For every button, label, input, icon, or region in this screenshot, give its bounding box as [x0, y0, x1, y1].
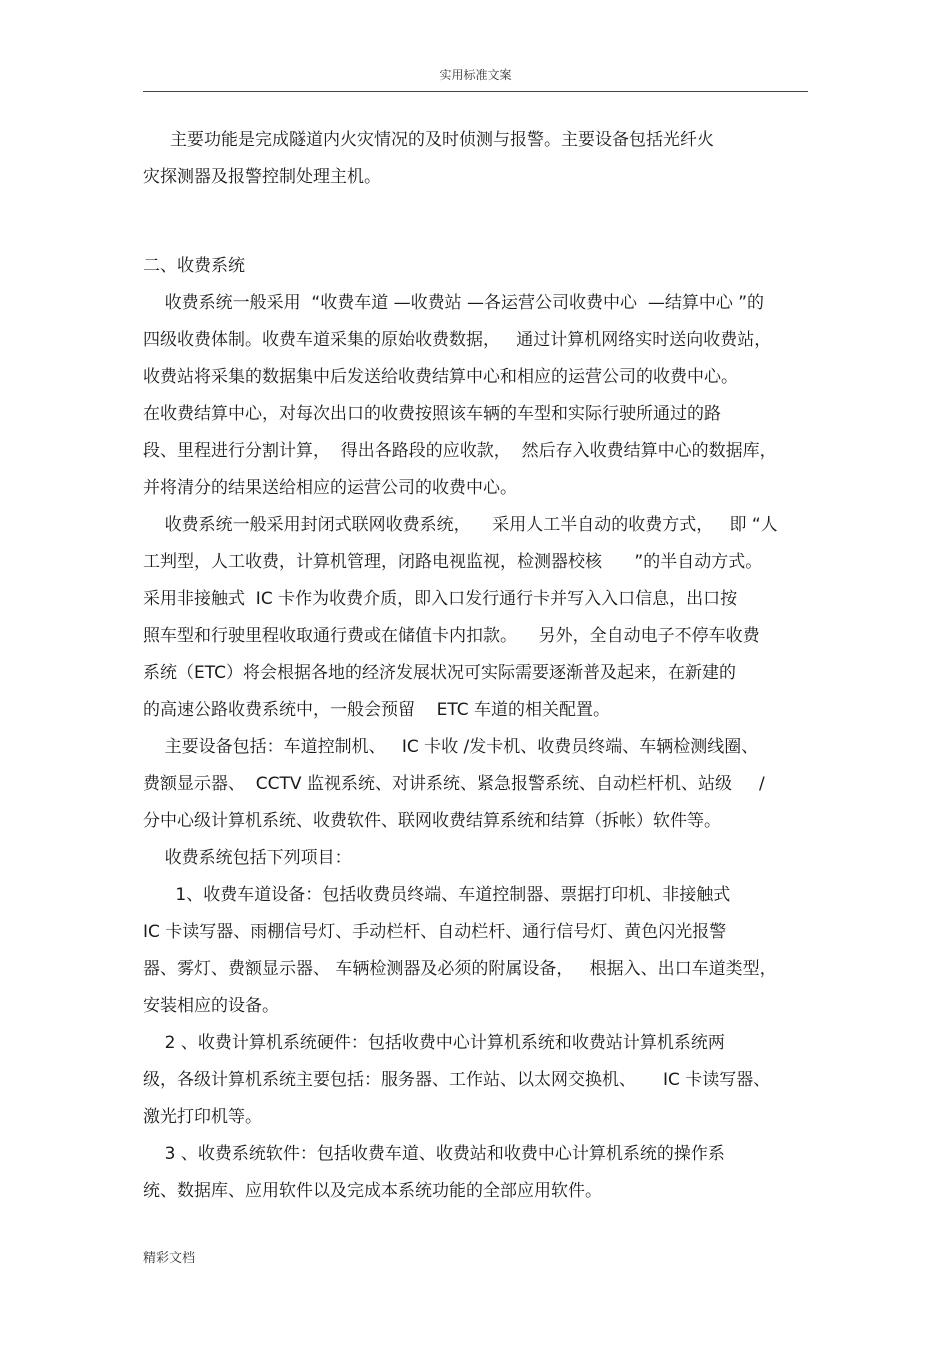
paragraph-line: 1、收费车道设备：包括收费员终端、车道控制器、票据打印机、非接触式: [143, 885, 731, 905]
paragraph-line: IC 卡读写器、雨棚信号灯、手动栏杆、自动栏杆、通行信号灯、黄色闪光报警: [143, 922, 727, 942]
paragraph-line: 分中心级计算机系统、收费软件、联网收费结算系统和结算（拆帐）软件等。: [143, 811, 721, 831]
paragraph-line: 系统（ETC）将会根据各地的经济发展状况可实际需要逐渐普及起来，在新建的: [143, 663, 736, 683]
section-gap: [143, 200, 813, 252]
paragraph-line: 器、雾灯、费额显示器、 车辆检测器及必须的附属设备， 根据入、出口车道类型，: [143, 959, 777, 979]
header-divider: [143, 91, 808, 92]
paragraph-line: 主要设备包括：车道控制机、 IC 卡收 /发卡机、收费员终端、车辆检测线圈、: [143, 737, 759, 757]
page-footer: 精彩文档: [143, 1251, 196, 1266]
paragraph-line: 工判型，人工收费，计算机管理，闭路电视监视，检测器校核 ”的半自动方式。: [143, 552, 763, 572]
paragraph-line: 收费系统包括下列项目：: [143, 848, 352, 868]
paragraph-line: 采用非接触式 IC 卡作为收费介质，即入口发行通行卡并写入入口信息，出口按: [143, 589, 738, 609]
paragraph-line: 统、数据库、应用软件以及完成本系统功能的全部应用软件。: [143, 1181, 602, 1201]
document-body: [143, 126, 813, 1214]
paragraph-line: 安装相应的设备。: [143, 996, 279, 1016]
paragraph-line: 3 、收费系统软件：包括收费车道、收费站和收费中心计算机系统的操作系: [143, 1144, 725, 1164]
paragraph-line: 照车型和行驶里程收取通行费或在储值卡内扣款。 另外，全自动电子不停车收费: [143, 626, 760, 646]
paragraph-line: 级，各级计算机系统主要包括：服务器、工作站、以太网交换机、 IC 卡读写器、: [143, 1070, 771, 1090]
paragraph-line: 段、里程进行分割计算， 得出各路段的应收款， 然后存入收费结算中心的数据库，: [143, 441, 777, 461]
paragraph-line: 费额显示器、 CCTV 监视系统、对讲系统、紧急报警系统、自动栏杆机、站级 /: [143, 774, 765, 794]
paragraph-line: 收费系统一般采用 “收费车道 —收费站 —各运营公司收费中心 —结算中心 ”的: [143, 293, 765, 313]
paragraph-line: 四级收费体制。收费车道采集的原始收费数据， 通过计算机网络实时送向收费站，: [143, 330, 772, 350]
section-heading: 二、收费系统: [143, 256, 245, 276]
paragraph-line: 的高速公路收费系统中，一般会预留 ETC 车道的相关配置。: [143, 700, 611, 720]
paragraph-line: 收费站将采集的数据集中后发送给收费结算中心和相应的运营公司的收费中心。: [143, 367, 738, 387]
paragraph-line: 激光打印机等。: [143, 1107, 262, 1127]
paragraph-line: 2 、收费计算机系统硬件：包括收费中心计算机系统和收费站计算机系统两: [143, 1033, 725, 1053]
paragraph-line: 收费系统一般采用封闭式联网收费系统， 采用人工半自动的收费方式， 即 “人: [143, 515, 778, 535]
paragraph-line: 灾探测器及报警控制处理主机。: [143, 167, 381, 187]
paragraph-line: 在收费结算中心，对每次出口的收费按照该车辆的车型和实际行驶所通过的路: [143, 404, 721, 424]
page-header: 实用标准文案: [439, 68, 512, 82]
paragraph-line: 主要功能是完成隧道内火灾情况的及时侦测与报警。主要设备包括光纤火: [143, 130, 715, 150]
paragraph-line: 并将清分的结果送给相应的运营公司的收费中心。: [143, 478, 517, 498]
